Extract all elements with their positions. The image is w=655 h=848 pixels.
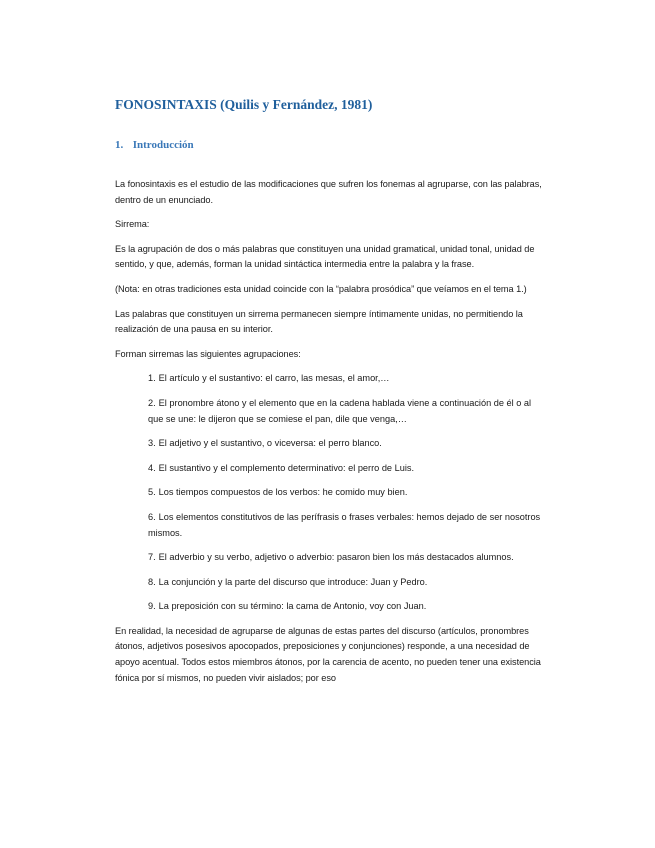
intro-paragraph: La fonosintaxis es el estudio de las modificaciones que sufren los fonemas al agruparse, con las palabras, dentro de un enunciado. xyxy=(115,179,542,205)
document-title: FONOSINTAXIS (Quilis y Fernández, 1981) xyxy=(115,97,373,112)
unity-paragraph: Las palabras que constituyen un sirrema permanecen siempre íntimamente unidas, no permitiendo la realización de una pausa en su interior. xyxy=(115,308,523,335)
section-title: Introducción xyxy=(132,139,194,151)
conclusion-paragraph: En realidad, la necesidad de agruparse de algunas de estas partes del discurso (artículos, pronombres átonos, adjetivos posesivos apocopados, preposiciones y conjunciones) responde, a una necesidad de apoyo acentual. Todos estos miembros átonos, por la carencia de acento, no pueden tener una existencia fónica por sí mismos, no pueden vivir aislados; por eso xyxy=(115,625,541,683)
list-item: 8. La conjunción y la parte del discurso que introduce: Juan y Pedro. xyxy=(148,576,428,587)
list-item: 6. Los elementos constitutivos de las perífrasis o frases verbales: hemos dejado de ser nosotros mismos. xyxy=(148,511,541,538)
list-item: 4. El sustantivo y el complemento determinativo: el perro de Luis. xyxy=(148,462,415,473)
list-item: 9. La preposición con su término: la cama de Antonio, voy con Juan. xyxy=(148,601,427,612)
document-page xyxy=(115,96,545,686)
list-item: 3. El adjetivo y el sustantivo, o viceversa: el perro blanco. xyxy=(148,438,382,449)
list-item: 1. El artículo y el sustantivo: el carro, las mesas, el amor,… xyxy=(148,373,390,384)
list-item: 7. El adverbio y su verbo, adjetivo o adverbio: pasaron bien los más destacados alumnos. xyxy=(148,552,514,563)
sirrema-label: Sirrema: xyxy=(115,219,150,230)
list-item: 5. Los tiempos compuestos de los verbos: he comido muy bien. xyxy=(148,487,408,498)
note-paragraph: (Nota: en otras tradiciones esta unidad coincide con la “palabra prosódica” que veíamos en el tema 1.) xyxy=(115,283,527,294)
groupings-intro: Forman sirremas las siguientes agrupaciones: xyxy=(115,348,301,359)
section-heading xyxy=(115,138,545,152)
section-number: 1. xyxy=(115,139,124,151)
sirrema-definition: Es la agrupación de dos o más palabras que constituyen una unidad gramatical, unidad tonal, unidad de sentido, y que, además, forman la unidad sintáctica intermedia entre la palabra y la frase. xyxy=(115,243,535,270)
groupings-list xyxy=(115,371,545,615)
list-item: 2. El pronombre átono y el elemento que en la cadena hablada viene a continuación de él o al que se une: le dijeron que se comiese el pan, dile que venga,… xyxy=(148,397,532,424)
